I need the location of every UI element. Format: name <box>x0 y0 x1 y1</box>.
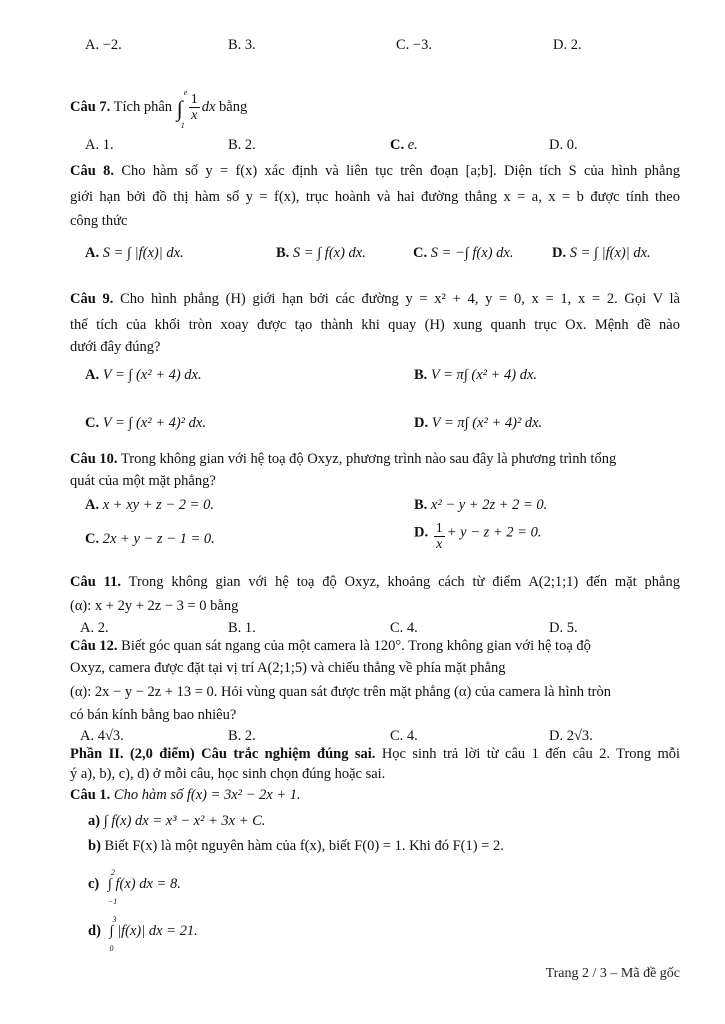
q6-option-d: D. 2. <box>553 37 582 53</box>
q12-stem-line1: Câu 12. Biết góc quan sát ngang của một camera là 120°. Trong không gian với hệ toạ độ <box>70 638 591 654</box>
q7-option-a: A. 1. <box>85 137 114 153</box>
q8-stem-line2: giới hạn bởi đồ thị hàm số y = f(x), trục hoành và hai đường thẳng x = a, x = b được tính theo <box>70 189 680 205</box>
q10-stem-line1: Câu 10. Trong không gian với hệ toạ độ Oxyz, phương trình nào sau đây là phương trình tổng <box>70 451 617 467</box>
q11-option-c: C. 4. <box>390 620 418 636</box>
part2-heading: Phần II. (2,0 điểm) Câu trắc nghiệm đúng sai. Học sinh trả lời từ câu 1 đến câu 2. Trong mỗi <box>70 746 680 762</box>
part2-instruction: ý a), b), c), d) ở mỗi câu, học sinh chọn đúng hoặc sai. <box>70 766 386 782</box>
q8-option-b: B. S = ∫ f(x) dx. <box>276 245 366 261</box>
q10-option-c: C. 2x + y − z − 1 = 0. <box>85 531 215 547</box>
page-footer: Trang 2 / 3 – Mã đề gốc <box>545 966 680 981</box>
p2q1-item-c: c) 2 −1 ∫ f(x) dx = 8. <box>88 868 181 906</box>
q7-option-c: C. e. <box>390 137 418 153</box>
q10-option-b: B. x² − y + 2z + 2 = 0. <box>414 497 548 513</box>
q9-option-d: D. V = π∫ (x² + 4)² dx. <box>414 415 543 431</box>
q11-stem-line1: Câu 11. Trong không gian với hệ toạ độ Oxyz, khoảng cách từ điểm A(2;1;1) đến mặt phẳng <box>70 574 680 590</box>
q9-stem-line3: dưới đây đúng? <box>70 339 161 355</box>
q11-option-b: B. 1. <box>228 620 256 636</box>
q8-option-c: C. S = −∫ f(x) dx. <box>413 245 514 261</box>
q6-option-b: B. 3. <box>228 37 256 53</box>
q11-option-a: A. 2. <box>80 620 109 636</box>
q6-option-a: A. −2. <box>85 37 122 53</box>
q12-option-c: C. 4. <box>390 728 418 744</box>
q8-option-d: D. S = ∫ |f(x)| dx. <box>552 245 651 261</box>
q9-stem-line1: Câu 9. Cho hình phẳng (H) giới hạn bởi các đường y = x² + 4, y = 0, x = 1, x = 2. Gọi V là <box>70 291 680 307</box>
q6-option-c: C. −3. <box>396 37 432 53</box>
q10-stem-line2: quát của một mặt phẳng? <box>70 473 216 489</box>
q8-option-a: A. S = ∫ |f(x)| dx. <box>85 245 184 261</box>
q7-label: Câu 7. <box>70 99 111 116</box>
q12-stem-line4: có bán kính bằng bao nhiêu? <box>70 707 237 723</box>
p2q1-stem: Câu 1. Cho hàm số f(x) = 3x² − 2x + 1. <box>70 787 301 803</box>
q9-option-b: B. V = π∫ (x² + 4) dx. <box>414 367 538 383</box>
p2q1-item-a: a) ∫ f(x) dx = x³ − x² + 3x + C. <box>88 813 266 829</box>
q7-option-b: B. 2. <box>228 137 256 153</box>
q8-stem-line3: công thức <box>70 213 128 229</box>
q11-stem-line2: (α): x + 2y + 2z − 3 = 0 bằng <box>70 598 239 614</box>
integral-symbol: ∫ e 1 <box>176 88 188 131</box>
fraction-1-over-x: $\frac{1}{x}$ <box>190 92 198 124</box>
q8-stem-line1: Câu 8. Cho hàm số y = f(x) xác định và liên tục trên đoạn [a;b]. Diện tích S của hình phẳng <box>70 163 680 179</box>
q12-option-a: A. 4√3. <box>80 728 124 744</box>
p2q1-item-b: b) Biết F(x) là một nguyên hàm của f(x), biết F(0) = 1. Khi đó F(1) = 2. <box>88 838 504 854</box>
q12-option-d: D. 2√3. <box>549 728 593 744</box>
q9-option-c: C. V = ∫ (x² + 4)² dx. <box>85 415 206 431</box>
q10-option-a: A. x + xy + z − 2 = 0. <box>85 497 214 513</box>
q7-text: Tích phân <box>113 99 173 116</box>
q9-stem-line2: thể tích của khối tròn xoay được tạo thành khi quay (H) xung quanh trục Ox. Mệnh đề nào <box>70 317 680 333</box>
q12-stem-line2: Oxyz, camera được đặt tại vị trí A(2;1;5) và chiếu thẳng về phía mặt phẳng <box>70 660 506 676</box>
q7-option-d: D. 0. <box>549 137 578 153</box>
q7-after: bằng <box>219 99 248 116</box>
q12-option-b: B. 2. <box>228 728 256 744</box>
p2q1-item-d: d) 3 0 ∫ |f(x)| dx = 21. <box>88 915 198 953</box>
q12-stem-line3: (α): 2x − y − 2z + 13 = 0. Hỏi vùng quan sát được trên mặt phẳng (α) của camera là hình tròn <box>70 684 611 700</box>
q11-option-d: D. 5. <box>549 620 578 636</box>
q9-option-a: A. V = ∫ (x² + 4) dx. <box>85 367 202 383</box>
q7-stem: Câu 7. Tích phân ∫ e 1 $\frac{1}{x}$ dx bằng <box>70 88 248 131</box>
q10-option-d: D. $\frac{1}{x}$ + y − z + 2 = 0. <box>414 521 542 553</box>
